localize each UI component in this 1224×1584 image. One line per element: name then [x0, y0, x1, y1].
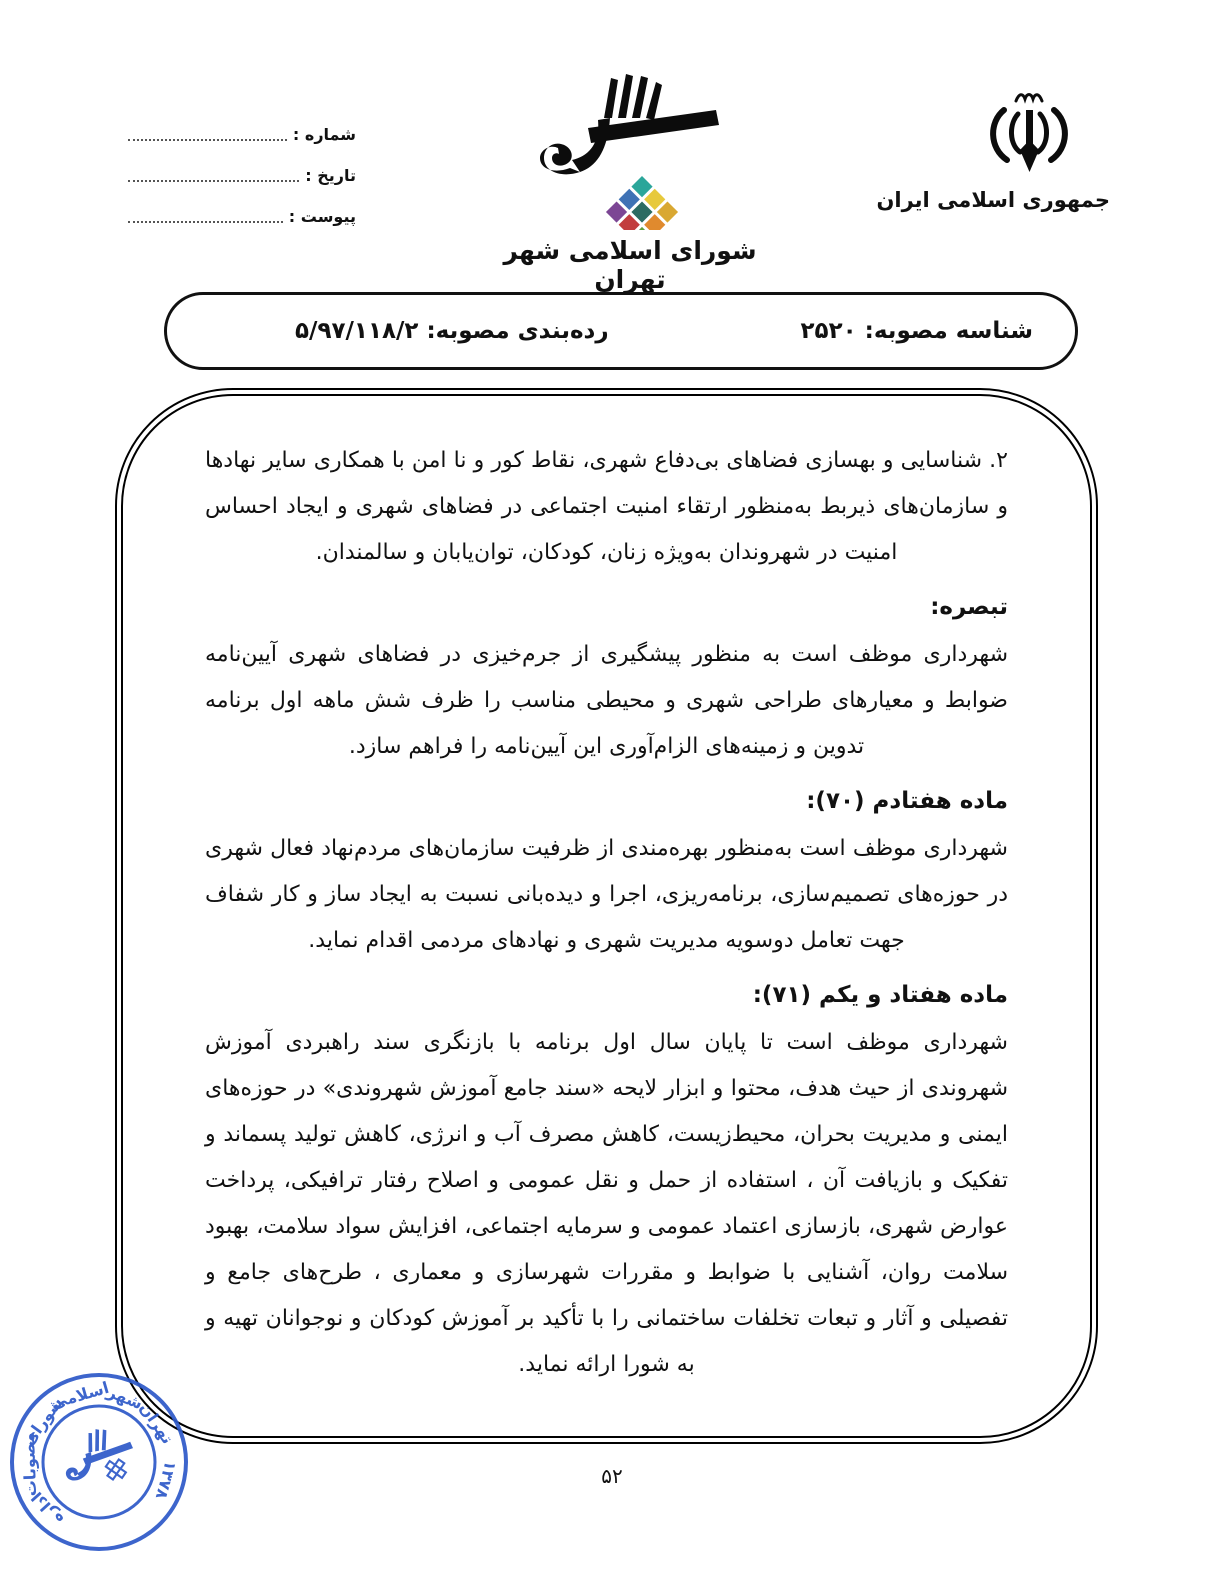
approval-id-bar	[164, 292, 1078, 370]
field-date	[128, 145, 360, 186]
field-number-dotted-line	[128, 125, 287, 141]
field-number-label: شماره :	[292, 125, 356, 144]
article71-heading: ماده هفتاد و یکم (۷۱):	[752, 982, 1008, 1008]
council-caption: شورای اسلامی شهر تهران	[503, 236, 757, 294]
letterhead-fields	[128, 104, 360, 227]
stamp-word-3: شورای	[18, 1393, 67, 1450]
note-paragraph: شهرداری موظف است به منظور پیشگیری از جرم‌خیزی در فضاهای شهری آیین‌نامه ضوابط و معیارهای طراحی شهری و محیطی مناسب را ظرف شش ماهه اول برنامه تدوین و زمینه‌های الزام‌آوری این آیین‌نامه را فراهم سازد.	[205, 642, 1008, 759]
council-logo-color-diamond	[606, 176, 678, 230]
article70-heading: ماده هفتادم (۷۰):	[806, 788, 1008, 814]
content-frame-inner	[121, 394, 1092, 1438]
article70-paragraph: شهرداری موظف است به‌منظور بهره‌مندی از ظرفیت سازمان‌های مردم‌نهاد فعال شهری در حوزه‌های تصمیم‌سازی، برنامه‌ریزی، اجرا و دیده‌بانی نسبت به ایجاد ساز و کار شفاف جهت تعامل دوسویه مدیریت شهری و نهادهای مردمی اقدام نماید.	[205, 836, 1008, 953]
field-attachment-dotted-line	[128, 207, 283, 223]
state-emblem-block	[876, 88, 1110, 212]
stamp-word-5: شهر	[104, 1381, 146, 1414]
stamp-word-2: مصوبات	[18, 1432, 41, 1497]
field-date-dotted-line	[128, 166, 299, 182]
stamp-word-6: تهران	[135, 1398, 178, 1448]
resolution-text	[205, 438, 1008, 1388]
tehran-council-logo-icon	[492, 72, 768, 230]
field-number	[128, 104, 360, 145]
state-caption: جمهوری اسلامی ایران	[876, 188, 1110, 212]
article71-paragraph: شهرداری موظف است تا پایان سال اول برنامه با بازنگری سند راهبردی آموزش شهروندی از حیث هدف، محتوا و ابزار لایحه «سند جامع آموزش شهروندی» در حوزه‌های ایمنی و مدیریت بحران، محیط‌زیست، کاهش مصرف آب و انرژی، کاهش تولید پسماند و تفکیک و بازیافت آن ، استفاده از حمل و نقل عمومی و اصلاح رفتار ترافیکی، پرداخت عوارض شهری، بازسازی اعتماد عمومی و سرمایه اجتماعی، افزایش سواد سلامت، بهبود سلامت روان، آشنایی با ضوابط و مقررات شهرسازی و معماری ، طرح‌های جامع و تفصیلی و آثار و تبعات تخلفات ساختمانی را با تأکید بر آموزش کودکان و نوجوانان تهیه و به شورا ارائه نماید.	[205, 1030, 1008, 1377]
field-date-label: تاریخ :	[305, 166, 356, 185]
item2-paragraph: ۲. شناسایی و بهسازی فضاهای بی‌دفاع شهری، نقاط کور و نا امن با همکاری سایر نهادها و سازمان‌های ذیربط به‌منظور ارتقاء امنیت اجتماعی در فضاهای شهری و ایجاد احساس امنیت در شهروندان به‌ویژه زنان، کودکان، توان‌یابان و سالمندان.	[205, 448, 1008, 565]
stamp-word-1: اداره	[27, 1488, 68, 1529]
iran-emblem-icon	[970, 88, 1090, 180]
council-office-stamp	[6, 1362, 192, 1562]
stamp-center-logo-icon	[59, 1423, 138, 1487]
approval-classification: رده‌بندی مصوبه: ۵/۹۷/۱۱۸/۲	[295, 318, 609, 344]
approval-id: شناسه مصوبه: ۲۵۲۰	[800, 318, 1033, 344]
field-attachment-label: پیوست :	[288, 207, 356, 226]
council-logo-block	[492, 72, 768, 294]
stamp-word-4: اسلامی	[48, 1377, 112, 1413]
field-attachment	[128, 186, 360, 227]
page-number: ۵۲	[601, 1464, 623, 1488]
content-frame	[115, 388, 1098, 1444]
stamp-word-7: ۱۳۷۸	[151, 1458, 181, 1502]
note-heading: تبصره:	[930, 594, 1008, 620]
